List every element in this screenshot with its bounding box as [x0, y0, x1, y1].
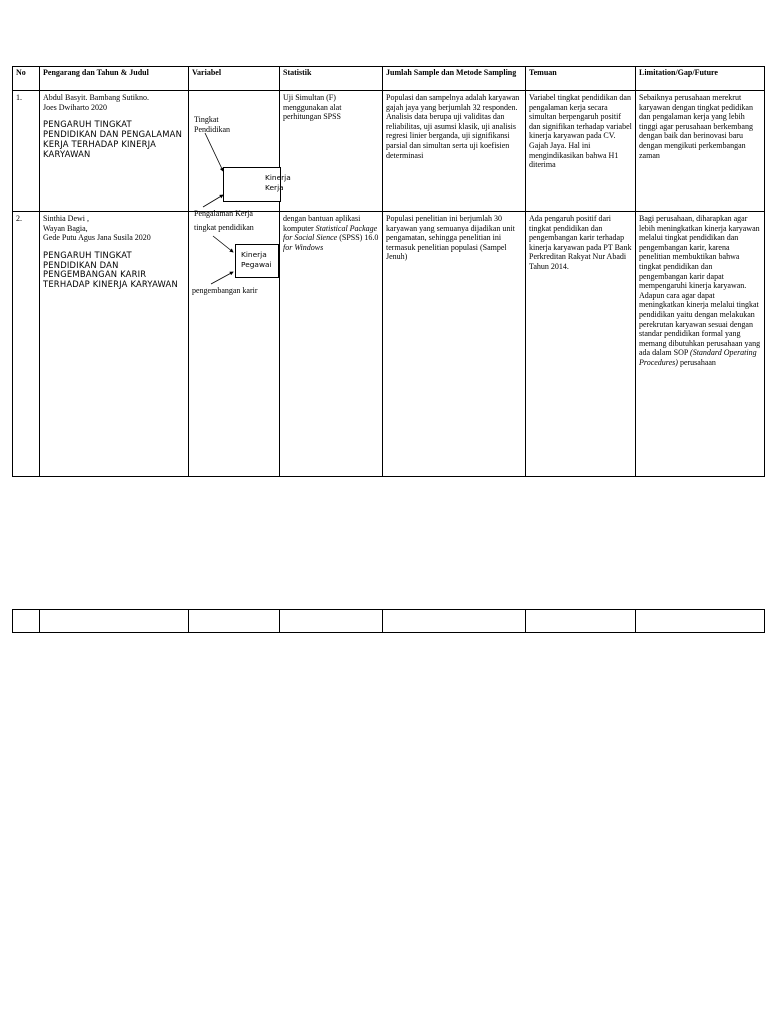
output-variable-label: Kinerja Kerja — [265, 173, 291, 192]
limitation-text: Bagi perusahaan, diharapkan agar lebih meningkatkan kinerja karyawan melalui tingkat pendidikan dan pengembangan karir, karena penelitian membuktikan bahwa tingkat pendidikan dan pengembangan karir dapat mempengaruhi kinerja karyawan. Adapun cara agar dapat meningkatkan kinerja melalui tingkat pendidikan yaitu dengan melakukan perekrutan karyawan sesuai dengan standar pendidikan formal yang memang dibutuhkan perusahaan yang ada dalam SOP — [639, 214, 761, 358]
input-variable-label: tingkat pendidikan — [194, 223, 254, 232]
input-variable-label: pengembangan karir — [192, 286, 258, 295]
header-statistik: Statistik — [280, 67, 383, 91]
statistik-cell — [280, 212, 383, 477]
paper-title: PENGARUH TINGKAT PENDIDIKAN DAN PENGALAMAN KERJA TERHADAP KINERJA KARYAWAN — [43, 119, 183, 159]
output-variable-label: Kinerja Pegawai — [241, 250, 272, 269]
table-header-row — [13, 67, 765, 91]
sample-cell: Populasi penelitian ini berjumlah 30 karyawan yang semuanya dijadikan unit pengamatan, sehingga penelitian ini termasuk penelitian populasi (Sampel Jenuh) — [383, 212, 526, 477]
arrows — [189, 91, 280, 231]
empty-cell — [280, 610, 383, 633]
empty-table-row — [13, 610, 765, 633]
statistik-version: (SPSS) 16.0 — [339, 233, 379, 243]
author-cell — [40, 212, 189, 477]
header-no: No — [13, 67, 40, 91]
input-variable-label: Pengalaman Kerja — [194, 209, 253, 218]
sample-analysis: Analisis data berupa uji validitas dan reliabilitas, uji asumsi klasik, uji analisis regresi linier berganda, uji signifikansi parsial dan simultan serta uji koefisien determinasi — [386, 112, 516, 160]
sample-cell — [383, 91, 526, 212]
statistik-platform: for Windows — [283, 242, 324, 252]
statistik-text: dengan bantuan aplikasi komputer — [283, 214, 361, 233]
row-number: 1. — [13, 91, 40, 212]
input-variable-label: Tingkat Pendidikan — [194, 115, 230, 134]
paper-title: PENGARUH TINGKAT PENDIDIKAN DAN PENGEMBANGAN KARIR TERHADAP KINERJA KARYAWAN — [43, 249, 178, 290]
empty-cell — [636, 610, 765, 633]
author-line: Abdul Basyit. Bambang Sutikno. — [43, 93, 149, 102]
variable-diagram — [189, 91, 291, 218]
limitation-cell: Sebaiknya perusahaan merekrut karyawan dengan tingkat pedidikan dan pengalaman kerja yang lebih tinggi agar perusahaan berkembang dengan baik dan berinovasi baru dengan mengikuti perkembangan zaman — [636, 91, 765, 212]
empty-cell — [13, 610, 40, 633]
empty-cell — [526, 610, 636, 633]
empty-cell — [40, 610, 189, 633]
empty-cell — [383, 610, 526, 633]
temuan-cell: Ada pengaruh positif dari tingkat pendidikan dan pengembangan karir terhadap kinerja karyawan pada PT Bank Perkreditan Rakyat Nur Abadi Tahun 2014. — [526, 212, 636, 477]
table-row — [13, 91, 765, 212]
sample-population: Populasi dan sampelnya adalah karyawan gajah jaya yang berjumlah 32 responden. — [386, 93, 520, 112]
limitation-tail: perusahaan — [679, 357, 716, 367]
statistik-software: Statistical Package for Social Sience — [283, 223, 378, 243]
header-temuan: Temuan — [526, 67, 636, 91]
header-sample: Jumlah Sample dan Metode Sampling — [383, 67, 526, 91]
empty-cell — [189, 610, 280, 633]
temuan-cell: Variabel tingkat pendidikan dan pengalaman kerja secara simultan berpengaruh positif dan signifikan terhadap variabel kinerja karyawan pada CV. Gajah Jaya. Hal ini mengindikasikan bahwa H1 diterima — [526, 91, 636, 212]
author-line: Joes Dwiharto 2020 — [43, 102, 107, 112]
limitation-cell — [636, 212, 765, 477]
row-number: 2. — [13, 212, 40, 477]
variable-diagram — [189, 212, 280, 477]
literature-table — [12, 66, 765, 477]
author-line: Wayan Bagia, — [43, 223, 88, 233]
statistik-cell: Uji Simultan (F) menggunakan alat perhitungan SPSS — [280, 91, 383, 212]
author-line: Gede Putu Agus Jana Susila 2020 — [43, 233, 151, 243]
header-variabel: Variabel — [189, 67, 280, 91]
table-row — [13, 212, 765, 477]
author-line: Sinthia Dewi , — [43, 214, 89, 223]
limitation-sop: (Standard Operating Procedures) — [639, 348, 757, 367]
arrows — [189, 212, 280, 312]
header-limitation: Limitation/Gap/Future — [636, 67, 765, 91]
header-author: Pengarang dan Tahun & Judul — [40, 67, 189, 91]
empty-table — [12, 609, 765, 633]
author-cell — [40, 91, 189, 212]
